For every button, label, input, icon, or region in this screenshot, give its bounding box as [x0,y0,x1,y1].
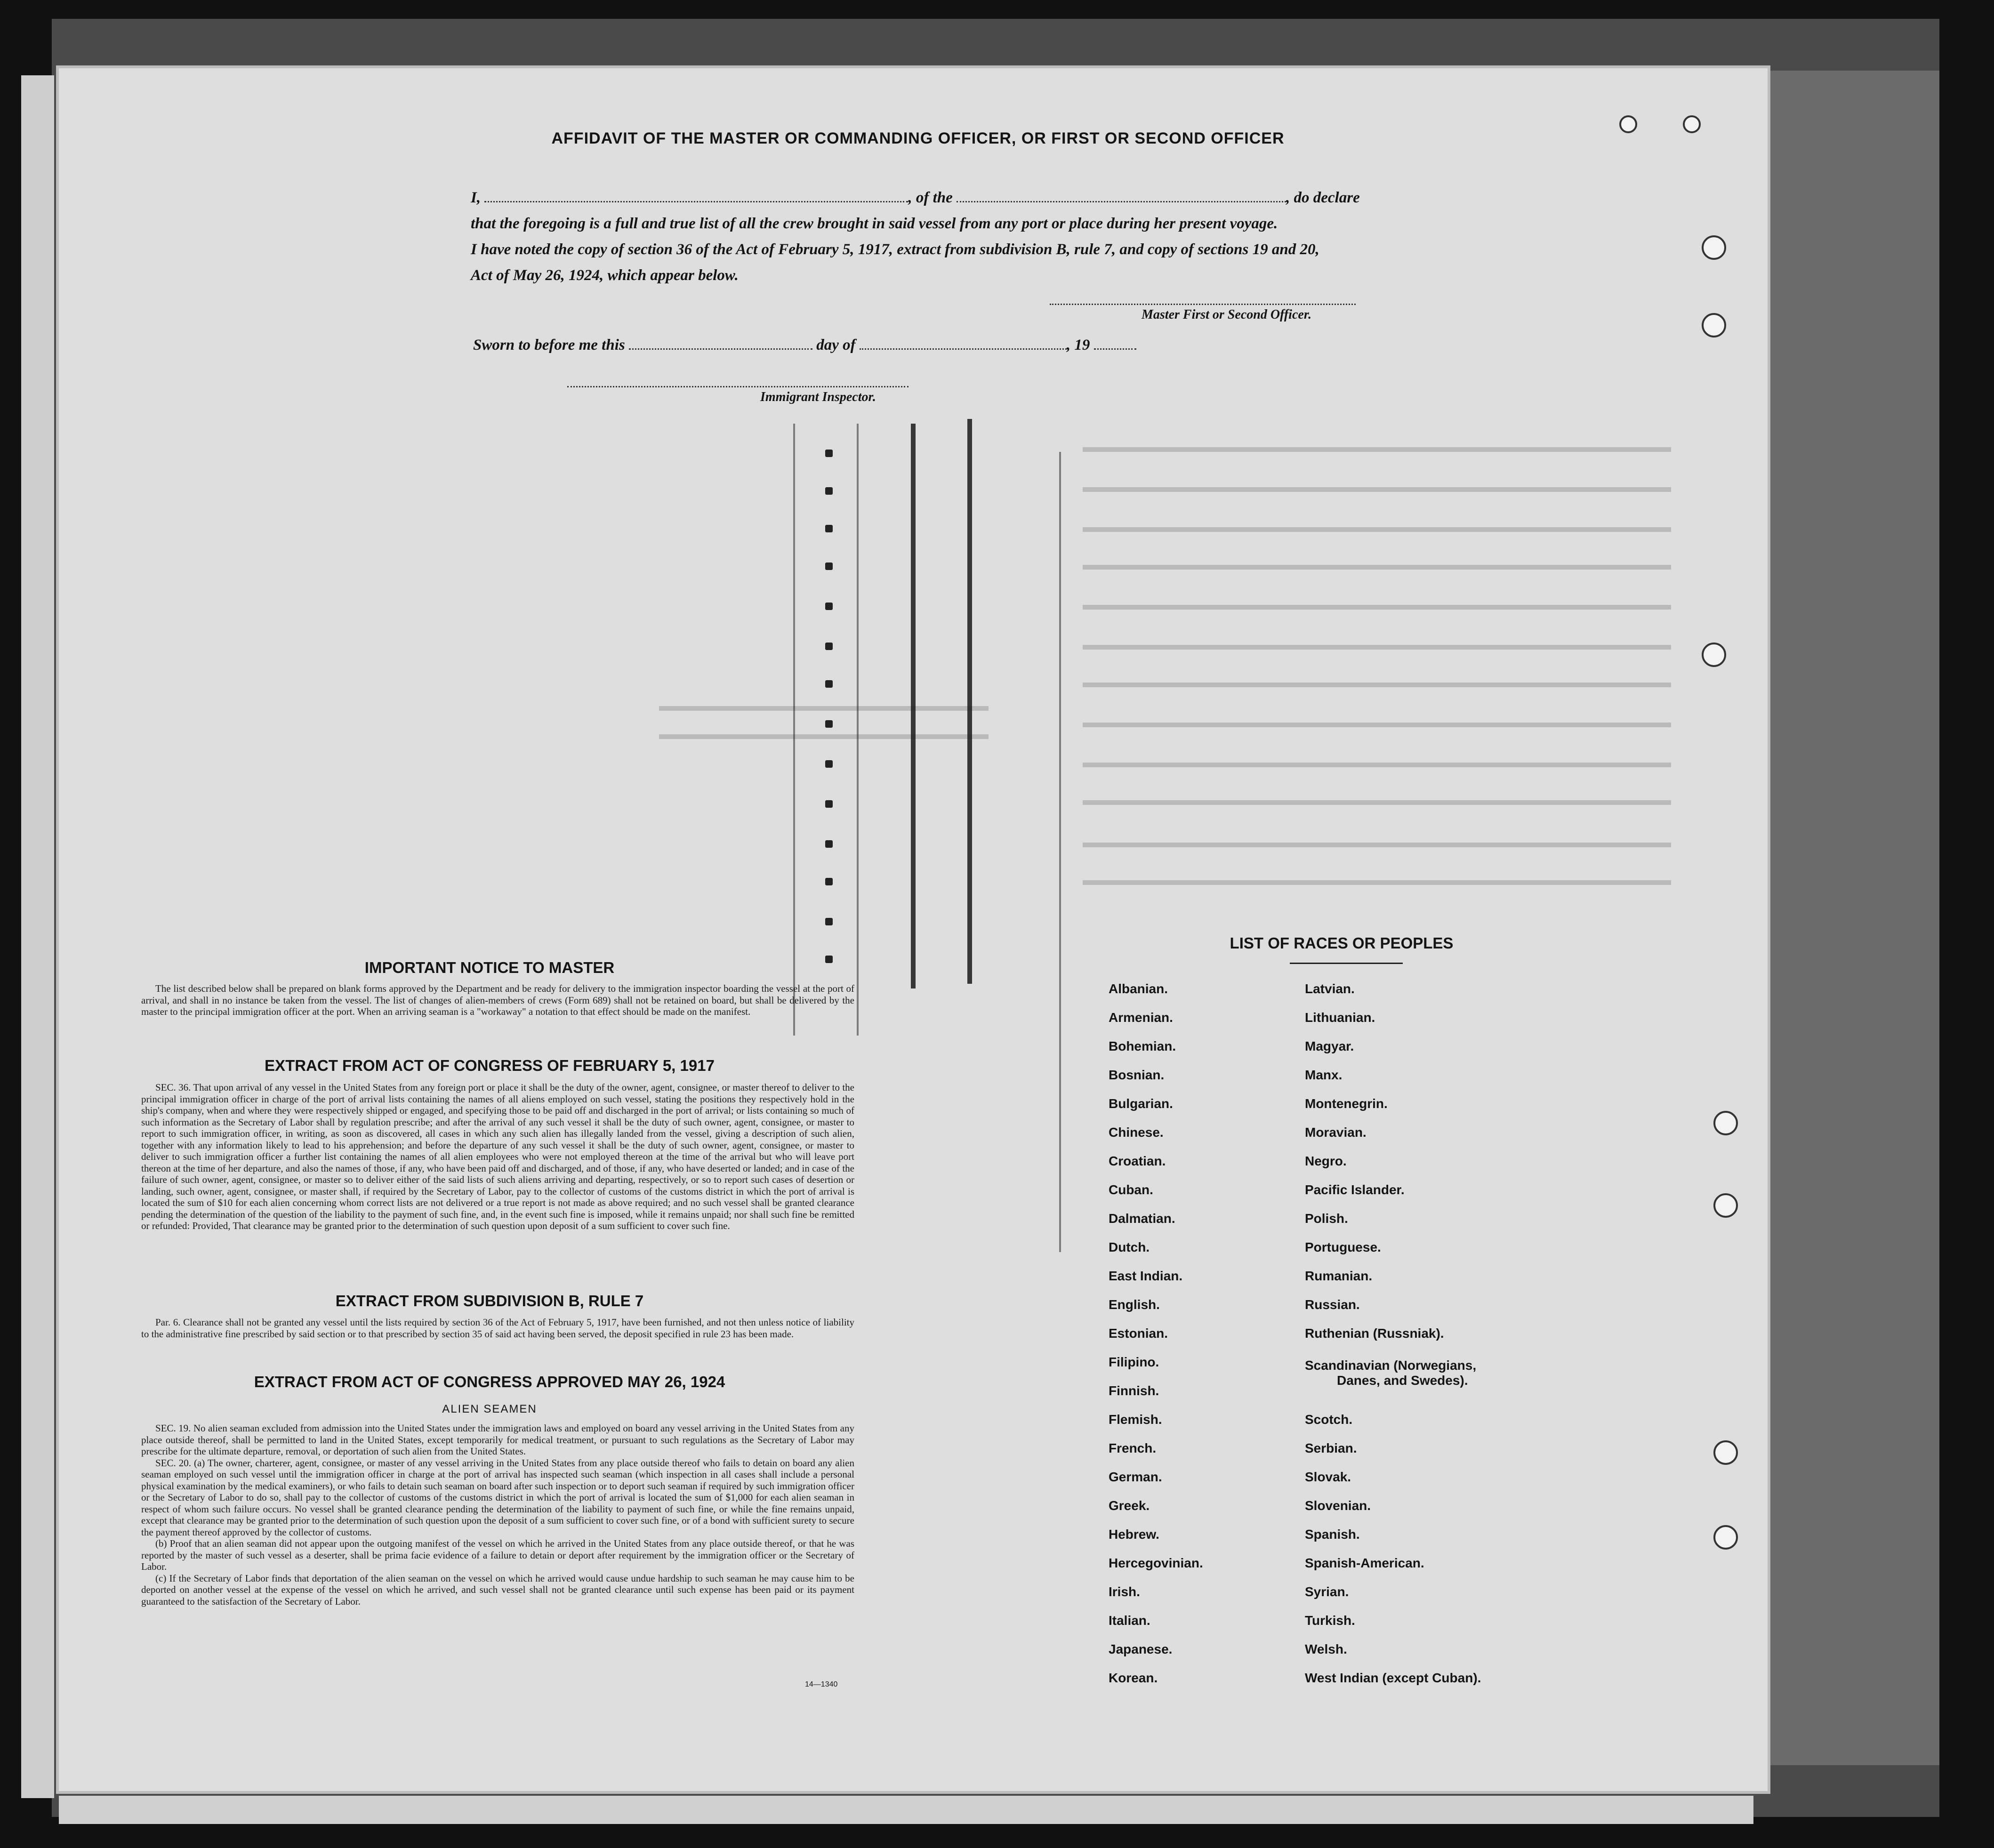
punch-hole-icon [1702,235,1726,260]
race-item: Dalmatian. [1109,1211,1175,1226]
race-item: Pacific Islander. [1305,1182,1405,1197]
extract-rule7-title: EXTRACT FROM SUBDIVISION B, RULE 7 [335,1292,644,1310]
race-item: Moravian. [1305,1125,1367,1140]
race-item: Ruthenian (Russniak). [1305,1326,1444,1341]
race-item: Flemish. [1109,1412,1162,1427]
punch-hole-icon [1713,1111,1738,1135]
race-item: Spanish-American. [1305,1556,1424,1570]
race-item: Cuban. [1109,1182,1153,1197]
extract-1924-title: EXTRACT FROM ACT OF CONGRESS APPROVED MAY 26, 1924 [254,1373,725,1390]
race-item-continuation: Danes, and Swedes). [1337,1373,1468,1388]
race-item: Montenegrin. [1305,1096,1388,1111]
notice-title: IMPORTANT NOTICE TO MASTER [364,959,615,976]
race-item: Slovenian. [1305,1498,1371,1513]
race-item: Spanish. [1305,1527,1360,1542]
race-item: Scandinavian (Norwegians, [1305,1358,1477,1373]
race-item: Japanese. [1109,1642,1173,1656]
left-sheet-edge [21,75,54,1798]
race-item: Albanian. [1109,981,1168,996]
master-signature-label: Master First or Second Officer. [1142,307,1312,322]
race-item: Slovak. [1305,1470,1351,1484]
extract-1924-text [141,1422,854,1607]
race-item: Dutch. [1109,1240,1150,1254]
race-item: Chinese. [1109,1125,1164,1140]
race-item: East Indian. [1109,1269,1183,1283]
race-item: French. [1109,1441,1157,1455]
affidavit-line-4: Act of May 26, 1924, which appear below. [471,267,739,284]
punch-hole-icon [1713,1193,1738,1218]
bottom-sheet-edge [59,1796,1753,1824]
affidavit-line-2: that the foregoing is a full and true list of all the crew brought in said vessel from any port or place during her present voyage. [471,215,1278,232]
race-item: Finnish. [1109,1383,1159,1398]
race-item: Irish. [1109,1584,1140,1599]
race-item: Syrian. [1305,1584,1349,1599]
race-item: Welsh. [1305,1642,1347,1656]
sworn-day-label: day of [816,337,856,354]
race-item: Portuguese. [1305,1240,1381,1254]
race-item: Hebrew. [1109,1527,1159,1542]
race-item: Bulgarian. [1109,1096,1173,1111]
race-item: West Indian (except Cuban). [1305,1671,1481,1685]
punch-hole-icon [1702,643,1726,667]
race-item: Turkish. [1305,1613,1355,1628]
punch-hole-icon [1683,115,1701,133]
background-sheet-edge [1742,71,1939,1765]
race-item: Negro. [1305,1154,1347,1168]
race-item: Bosnian. [1109,1068,1165,1082]
sworn-line [473,337,1136,354]
section-36-paragraph: SEC. 36. That upon arrival of any vessel in the United States from any foreign port or place it shall be the duty of the owner, agent, consignee, or master thereof to deliver to the principal immigration officer in charge of the port of arrival lists containing the names of all aliens employed on such vessel, stating the positions they respectively hold in the ship's company, when and where they were respectively shipped or engaged, and specifying those to be paid off and discharged in the port of arrival; or lists containing so much of such information as the Secretary of Labor shall by regulation prescribe; and after the arrival of any such vessel it shall be the duty of such owner, agent, consignee, or master to report to such immigration officer, in writing, as soon as discovered, all cases in which any such alien has illegally landed from the vessel, giving a description of such alien, together with any information likely to lead to his apprehension; and before the departure of any such vessel it shall be the duty of such owner, agent, consignee, or master to deliver to such immigration officer a further list containing the names of all alien employees who were not employed thereon at the time of the arrival but who will leave port thereon at the time of her departure, and also the names of those, if any, who have been paid off and discharged, and of those, if any, who have deserted or landed; and in case of the failure of such owner, agent, consignee, or master so to deliver either of the said lists of such aliens arriving and departing, respectively, or so to report such cases of desertion or landing, such owner, agent, consignee, or master shall, if required by the Secretary of Labor, pay to the collector of customs of the customs district in which the port of arrival is located the sum of $10 for each alien concerning whom correct lists are not delivered or a true report is not made as above required; and no such vessel shall be granted clearance pending the determination of the question of the liability to the payment of such fine, and, in the event such fine is imposed, while it remains unpaid; nor shall such fine be remitted or refunded: Provided, That clearance may be granted prior to the determination of such question upon deposit of a sum sufficient to cover such fine. [141,1082,854,1231]
inspector-signature-field[interactable] [567,386,909,387]
notice-text [141,983,854,1018]
affidavit-line-3: I have noted the copy of section 36 of the Act of February 5, 1917, extract from subdivision B, rule 7, and copy of sections 19 and 20, [471,241,1319,258]
race-item: Lithuanian. [1305,1010,1375,1025]
race-item: Magyar. [1305,1039,1354,1053]
declarant-name-field[interactable] [484,190,908,202]
section-20a-paragraph: SEC. 20. (a) The owner, charterer, agent, consignee, or master of any vessel arriving in the United States from any place outside thereof who fails to detain on board any alien seaman employed on such vessel until the immigration officer in charge at the port of arrival has inspected such seaman (which inspection in all cases shall include a personal physical examination by the medical examiners), or who fails to detain such seaman on board after such inspection or to deport such seaman if required by such immigration officer or the Secretary of Labor to do so, shall pay to the collector of customs of the customs district in which the port of arrival is located the sum of $1,000 for each alien seaman in respect of whom such failure occurs. No vessel shall be granted clearance pending the determination of the liability to payment of such fine, or while the fine remains unpaid, except that clearance may be granted prior to the determination of such question upon the deposit of a sum sufficient to cover such fine, or of a bond with sufficient surety to secure the payment thereof approved by the collector of customs. [141,1457,854,1538]
section-19-paragraph: SEC. 19. No alien seaman excluded from admission into the United States under the immigration laws and employed on board any vessel arriving in the United States from any place outside thereof, shall be permitted to land in the United States, except temporarily for medical treatment, or pursuant to such regulations as the Secretary of Labor may prescribe for the ultimate departure, removal, or deportation of such alien from the United States. [141,1422,854,1457]
punch-hole-icon [1619,115,1637,133]
race-item: German. [1109,1470,1162,1484]
sworn-date-field[interactable] [629,337,812,350]
races-title: LIST OF RACES OR PEOPLES [1230,934,1454,952]
extract-rule7-text [141,1317,854,1340]
form-number: 14—1340 [805,1680,838,1688]
race-item: Serbian. [1305,1441,1357,1455]
race-item: English. [1109,1297,1160,1312]
race-item: Korean. [1109,1671,1158,1685]
do-declare-label: , do declare [1286,189,1360,206]
inspector-signature-label: Immigrant Inspector. [760,390,876,404]
sworn-month-field[interactable] [860,337,1067,350]
affidavit-title: AFFIDAVIT OF THE MASTER OR COMMANDING OFFICER, OR FIRST OR SECOND OFFICER [551,129,1285,147]
race-item: Latvian. [1305,981,1355,996]
sworn-year-field[interactable] [1094,337,1136,350]
notice-paragraph: The list described below shall be prepared on blank forms approved by the Department and be ready for delivery to the immigration inspector boarding the vessel at the port of arrival, and shall in no instance be taken from the vessel. The list of changes of alien-members of crews (Form 689) shall not be retained on board, but shall be delivered by the master to the principal immigration officer at the port. When an arriving seaman is a "workaway" a notation to that effect should be made on the manifest. [141,983,854,1017]
race-item: Bohemian. [1109,1039,1176,1053]
race-item: Manx. [1305,1068,1343,1082]
master-signature-field[interactable] [1050,304,1356,305]
sworn-prefix: Sworn to before me this [473,337,625,354]
punch-hole-icon [1713,1440,1738,1465]
punch-hole-icon [1713,1525,1738,1550]
race-item: Filipino. [1109,1355,1159,1369]
affidavit-line-1 [471,189,1360,207]
punch-hole-icon [1702,313,1726,337]
races-title-rule [1290,963,1403,964]
extract-1917-title: EXTRACT FROM ACT OF CONGRESS OF FEBRUARY 5, 1917 [265,1057,715,1074]
race-item: Armenian. [1109,1010,1173,1025]
race-item: Russian. [1305,1297,1360,1312]
of-the-label: , of the [908,189,953,206]
race-item: Rumanian. [1305,1269,1373,1283]
sworn-year-label: , 19 [1066,337,1090,354]
vessel-name-field[interactable] [957,190,1286,202]
race-item: Italian. [1109,1613,1150,1628]
race-item: Croatian. [1109,1154,1166,1168]
race-item: Hercegovinian. [1109,1556,1203,1570]
race-item: Estonian. [1109,1326,1168,1341]
race-item: Polish. [1305,1211,1348,1226]
paragraph-6: Par. 6. Clearance shall not be granted any vessel until the lists required by section 36 of the Act of February 5, 1917, have been furnished, and not then unless notice of liability to the administrative fine prescribed by said section or to that prescribed by section 35 of said act having been served, the deposit specified in rule 23 has been made. [141,1317,854,1340]
declarant-prefix: I, [471,189,481,206]
section-20c-paragraph: (c) If the Secretary of Labor finds that deportation of the alien seaman on the vessel on which he arrived would cause undue hardship to such seaman he may cause him to be deported on another vessel at the expense of the vessel on which he arrived, and such vessel shall not be granted clearance until such expense has been paid or its payment guaranteed to the satisfaction of the Secretary of Labor. [141,1572,854,1607]
extract-1917-text [141,1082,854,1232]
section-20b-paragraph: (b) Proof that an alien seaman did not appear upon the outgoing manifest of the vessel on which he arrived in the United States from any place outside thereof, or that he was reported by the master of such vessel as a deserter, shall be prima facie evidence of a failure to detain or deport after requirement by the immigration officer or the Secretary of Labor. [141,1538,854,1572]
race-item: Scotch. [1305,1412,1353,1427]
alien-seamen-subtitle: ALIEN SEAMEN [442,1403,537,1415]
race-item: Greek. [1109,1498,1150,1513]
